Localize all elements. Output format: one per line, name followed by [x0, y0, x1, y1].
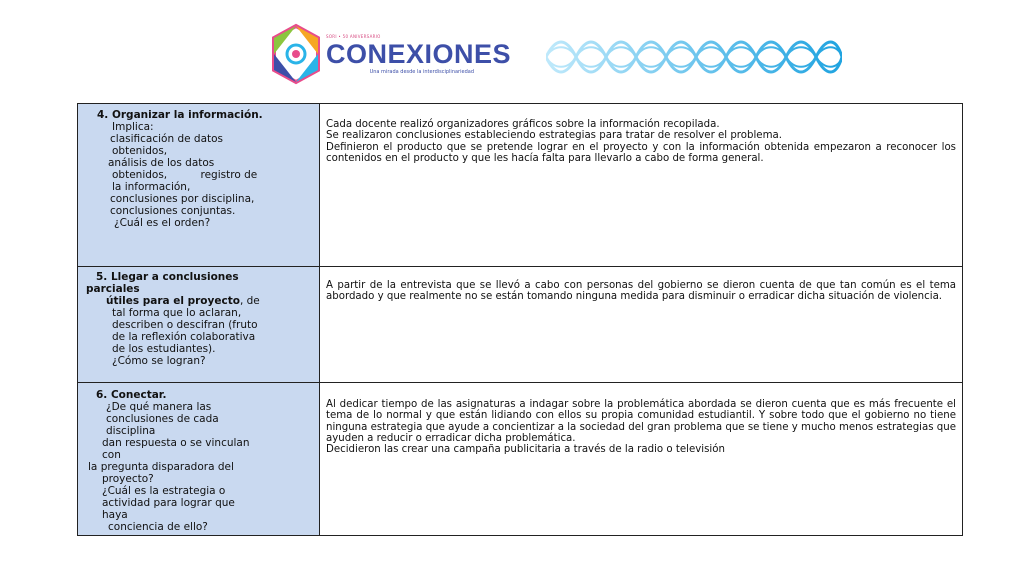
logo-text: [326, 34, 512, 75]
response-paragraph: A partir de la entrevista que se llevó a cabo con personas del gobierno se dieron cuenta de que tan común es el tema abordado y que realmente no se están tomando ninguna medida para disminuir o erradicar dicha situación de violencia.: [326, 280, 956, 303]
table-cell-response: [320, 104, 963, 267]
row-line: conclusiones conjuntas.: [110, 205, 236, 217]
table-cell-response: [320, 383, 963, 536]
content-table: [77, 103, 963, 536]
response-paragraph: Al dedicar tiempo de las asignaturas a indagar sobre la problemática abordada se dieron cuenta que es más frecuente el tema de lo normal y que están lidiando con ellos su propia comunidad estudiantil. Y sobre todo que el gobierno no tiene ninguna estrategia que ayude a concientizar a la sociedad del gran problema que se tiene y mucho menos estrategias que ayuden a reducir o erradicar dicha problemática.: [326, 399, 956, 444]
row-title: 4. Organizar la información.: [97, 109, 263, 121]
row-line: la pregunta disparadora del: [88, 461, 234, 473]
row-line: útiles para el proyecto, de: [106, 295, 260, 307]
row-line: ¿Cómo se logran?: [112, 355, 206, 367]
row-line: disciplina: [106, 425, 156, 437]
logo-subtitle: Una mirada desde la interdisciplinariedad: [369, 69, 474, 75]
response-paragraph: Se realizaron conclusiones estableciendo estrategias para tratar de resolver el problema.: [326, 130, 782, 142]
row-line: obtenidos,: [112, 145, 168, 157]
table-cell-criteria: [78, 267, 320, 383]
row-line: con: [102, 449, 121, 461]
row-line: conciencia de ello?: [108, 521, 208, 533]
row-line: ¿De qué manera las: [106, 401, 212, 413]
row-line: conclusiones por disciplina,: [110, 193, 255, 205]
table-cell-criteria: [78, 104, 320, 267]
conexiones-logo-icon: [268, 23, 324, 85]
row-line: describen o descifran (fruto: [112, 319, 258, 331]
row-line: tal forma que lo aclaran,: [112, 307, 242, 319]
row-line: Implica:: [112, 121, 154, 133]
response-paragraph: Cada docente realizó organizadores gráficos sobre la información recopilada.: [326, 119, 720, 130]
row-line: haya: [102, 509, 128, 521]
logo-title: CONEXIONES: [326, 39, 512, 69]
row-line: ¿Cuál es la estrategia o: [102, 485, 226, 497]
row-line: de la reflexión colaborativa: [112, 331, 256, 343]
row-line: proyecto?: [102, 473, 154, 485]
row-line-bold: útiles para el proyecto: [106, 295, 240, 307]
row-title: 6. Conectar.: [96, 389, 167, 401]
row-line: obtenidos, registro de: [112, 169, 258, 181]
row-line: dan respuesta o se vinculan: [102, 437, 250, 449]
row-line: de los estudiantes).: [112, 343, 216, 355]
row-line: parciales: [86, 283, 140, 295]
row-line: actividad para lograr que: [102, 497, 235, 509]
table-cell-criteria: [78, 383, 320, 536]
row-line: la información,: [112, 181, 191, 193]
response-paragraph: Definieron el producto que se pretende lograr en el proyecto y con la información obtenida empezaron a reconocer los contenidos en el producto y que les hacía falta para llevarlo a cabo de forma general.: [326, 141, 956, 164]
table-row: [78, 267, 963, 383]
row-line: análisis de los datos: [108, 157, 215, 169]
response-paragraph: Decidieron las crear una campaña publicitaria a través de la radio o televisión: [326, 444, 725, 456]
table-row: [78, 104, 963, 267]
logo-anniversary-text: SORI • 50 ANIVERSARIO: [326, 34, 381, 39]
table-row: [78, 383, 963, 536]
row-line: clasificación de datos: [110, 133, 224, 145]
row-line: conclusiones de cada: [106, 413, 219, 425]
table-cell-response: [320, 267, 963, 383]
row-line: ¿Cuál es el orden?: [114, 217, 211, 229]
decorative-wave-icon: [546, 32, 842, 82]
row-title: 5. Llegar a conclusiones: [96, 271, 239, 283]
header: [0, 0, 1024, 100]
